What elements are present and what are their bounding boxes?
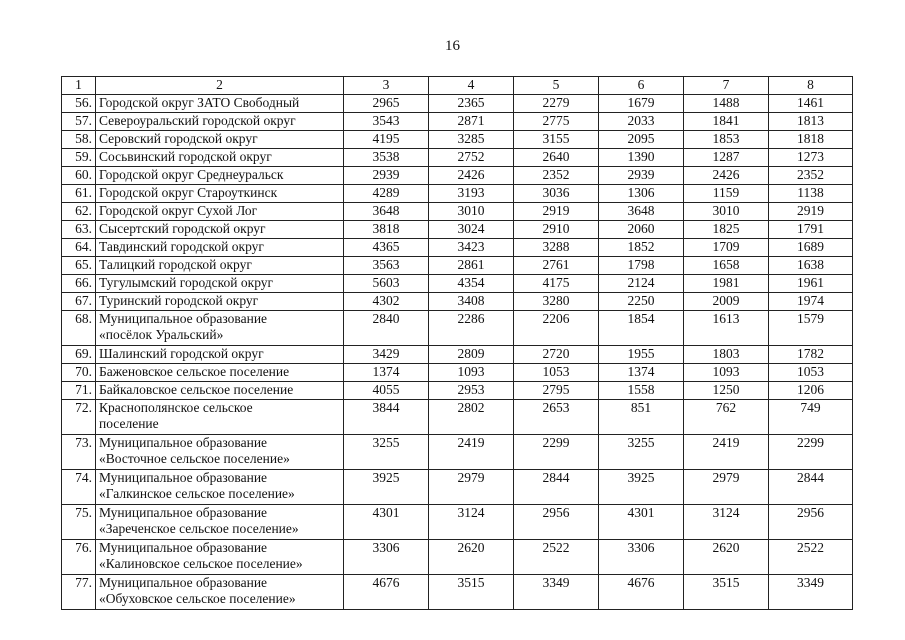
municipality-name bbox=[96, 185, 344, 203]
value-cell-col5: 3349 bbox=[514, 575, 599, 610]
municipality-name-line: Тавдинский городской округ bbox=[99, 239, 264, 254]
value-cell-col8: 2522 bbox=[769, 540, 853, 575]
value-cell-col5: 2206 bbox=[514, 311, 599, 346]
municipality-name-line: Городской округ Сухой Лог bbox=[99, 203, 258, 218]
value-cell-col3: 4302 bbox=[344, 293, 429, 311]
value-cell-col7: 3515 bbox=[684, 575, 769, 610]
row-number: 73. bbox=[62, 435, 96, 470]
table-row bbox=[62, 470, 853, 505]
municipality-name-line: Муниципальное образование bbox=[99, 435, 268, 450]
value-cell-col5: 2919 bbox=[514, 203, 599, 221]
value-cell-col7: 2419 bbox=[684, 435, 769, 470]
municipality-name bbox=[96, 167, 344, 185]
value-cell-col8: 1206 bbox=[769, 382, 853, 400]
value-cell-col4: 2809 bbox=[429, 346, 514, 364]
value-cell-col6: 3648 bbox=[599, 203, 684, 221]
value-cell-col8: 1053 bbox=[769, 364, 853, 382]
value-cell-col3: 1374 bbox=[344, 364, 429, 382]
value-cell-col6: 851 bbox=[599, 400, 684, 435]
value-cell-col8: 1818 bbox=[769, 131, 853, 149]
value-cell-col5: 2279 bbox=[514, 95, 599, 113]
table-row bbox=[62, 167, 853, 185]
value-cell-col3: 4055 bbox=[344, 382, 429, 400]
value-cell-col8: 1791 bbox=[769, 221, 853, 239]
municipality-name-line: Тугулымский городской округ bbox=[99, 275, 274, 290]
value-cell-col3: 3306 bbox=[344, 540, 429, 575]
value-cell-col3: 3818 bbox=[344, 221, 429, 239]
value-cell-col7: 1250 bbox=[684, 382, 769, 400]
value-cell-col5: 1053 bbox=[514, 364, 599, 382]
municipality-name bbox=[96, 257, 344, 275]
row-number: 63. bbox=[62, 221, 96, 239]
value-cell-col6: 1306 bbox=[599, 185, 684, 203]
value-cell-col7: 1613 bbox=[684, 311, 769, 346]
municipality-name-line: Муниципальное образование bbox=[99, 575, 268, 590]
value-cell-col6: 2095 bbox=[599, 131, 684, 149]
value-cell-col3: 3543 bbox=[344, 113, 429, 131]
row-number: 74. bbox=[62, 470, 96, 505]
value-cell-col6: 1679 bbox=[599, 95, 684, 113]
value-cell-col4: 3010 bbox=[429, 203, 514, 221]
value-cell-col4: 3408 bbox=[429, 293, 514, 311]
value-cell-col8: 1138 bbox=[769, 185, 853, 203]
value-cell-col5: 4175 bbox=[514, 275, 599, 293]
table-row bbox=[62, 203, 853, 221]
municipality-name bbox=[96, 364, 344, 382]
value-cell-col6: 3255 bbox=[599, 435, 684, 470]
table-row bbox=[62, 95, 853, 113]
value-cell-col7: 2979 bbox=[684, 470, 769, 505]
value-cell-col5: 2844 bbox=[514, 470, 599, 505]
value-cell-col4: 3024 bbox=[429, 221, 514, 239]
value-cell-col3: 4289 bbox=[344, 185, 429, 203]
value-cell-col3: 3563 bbox=[344, 257, 429, 275]
value-cell-col3: 4195 bbox=[344, 131, 429, 149]
value-cell-col6: 1798 bbox=[599, 257, 684, 275]
value-cell-col4: 2861 bbox=[429, 257, 514, 275]
table-row bbox=[62, 540, 853, 575]
row-number: 57. bbox=[62, 113, 96, 131]
value-cell-col8: 2844 bbox=[769, 470, 853, 505]
value-cell-col4: 3423 bbox=[429, 239, 514, 257]
municipality-name bbox=[96, 149, 344, 167]
row-number: 77. bbox=[62, 575, 96, 610]
value-cell-col3: 3255 bbox=[344, 435, 429, 470]
row-number: 62. bbox=[62, 203, 96, 221]
municipality-name bbox=[96, 203, 344, 221]
municipality-name-line: Туринский городской округ bbox=[99, 293, 259, 308]
value-cell-col5: 2522 bbox=[514, 540, 599, 575]
municipality-name-line: Городской округ ЗАТО Свободный bbox=[99, 95, 300, 110]
value-cell-col3: 3925 bbox=[344, 470, 429, 505]
value-cell-col8: 1974 bbox=[769, 293, 853, 311]
value-cell-col5: 2299 bbox=[514, 435, 599, 470]
column-header: 5 bbox=[514, 77, 599, 95]
municipality-name-line: «Калиновское сельское поселение» bbox=[99, 556, 303, 571]
row-number: 68. bbox=[62, 311, 96, 346]
value-cell-col7: 1287 bbox=[684, 149, 769, 167]
value-cell-col5: 2956 bbox=[514, 505, 599, 540]
value-cell-col7: 1658 bbox=[684, 257, 769, 275]
municipality-name-line: Серовский городской округ bbox=[99, 131, 258, 146]
table-row bbox=[62, 221, 853, 239]
value-cell-col7: 1825 bbox=[684, 221, 769, 239]
row-number: 75. bbox=[62, 505, 96, 540]
value-cell-col5: 2720 bbox=[514, 346, 599, 364]
municipality-name-line: «посёлок Уральский» bbox=[99, 327, 224, 342]
municipality-name-line: Краснополянское сельское bbox=[99, 400, 253, 415]
value-cell-col4: 2979 bbox=[429, 470, 514, 505]
value-cell-col7: 1093 bbox=[684, 364, 769, 382]
value-cell-col5: 2653 bbox=[514, 400, 599, 435]
value-cell-col8: 749 bbox=[769, 400, 853, 435]
value-cell-col4: 4354 bbox=[429, 275, 514, 293]
table-body bbox=[62, 95, 853, 610]
value-cell-col6: 4676 bbox=[599, 575, 684, 610]
value-cell-col6: 1854 bbox=[599, 311, 684, 346]
table-row bbox=[62, 293, 853, 311]
municipality-name bbox=[96, 113, 344, 131]
value-cell-col6: 1852 bbox=[599, 239, 684, 257]
column-header: 7 bbox=[684, 77, 769, 95]
table-row bbox=[62, 505, 853, 540]
column-header: 1 bbox=[62, 77, 96, 95]
table-row bbox=[62, 113, 853, 131]
value-cell-col3: 5603 bbox=[344, 275, 429, 293]
municipality-name bbox=[96, 435, 344, 470]
municipality-name-line: Городской округ Староуткинск bbox=[99, 185, 278, 200]
municipality-name bbox=[96, 540, 344, 575]
municipality-name bbox=[96, 275, 344, 293]
municipality-name bbox=[96, 131, 344, 149]
table-row bbox=[62, 275, 853, 293]
municipality-name-line: Североуральский городской округ bbox=[99, 113, 296, 128]
municipality-name-line: Талицкий городской округ bbox=[99, 257, 252, 272]
value-cell-col6: 1374 bbox=[599, 364, 684, 382]
table-row bbox=[62, 364, 853, 382]
value-cell-col8: 1273 bbox=[769, 149, 853, 167]
municipality-name-line: Муниципальное образование bbox=[99, 505, 268, 520]
value-cell-col7: 1981 bbox=[684, 275, 769, 293]
value-cell-col5: 3155 bbox=[514, 131, 599, 149]
municipality-name bbox=[96, 400, 344, 435]
value-cell-col4: 2802 bbox=[429, 400, 514, 435]
value-cell-col3: 3844 bbox=[344, 400, 429, 435]
value-cell-col7: 762 bbox=[684, 400, 769, 435]
value-cell-col4: 2620 bbox=[429, 540, 514, 575]
value-cell-col6: 1558 bbox=[599, 382, 684, 400]
municipality-name-line: Городской округ Среднеуральск bbox=[99, 167, 284, 182]
value-cell-col8: 1689 bbox=[769, 239, 853, 257]
row-number: 66. bbox=[62, 275, 96, 293]
municipality-name-line: Байкаловское сельское поселение bbox=[99, 382, 294, 397]
column-header: 6 bbox=[599, 77, 684, 95]
value-cell-col5: 2352 bbox=[514, 167, 599, 185]
row-number: 64. bbox=[62, 239, 96, 257]
municipality-name bbox=[96, 95, 344, 113]
municipality-name-line: Муниципальное образование bbox=[99, 470, 268, 485]
column-header: 8 bbox=[769, 77, 853, 95]
value-cell-col7: 2009 bbox=[684, 293, 769, 311]
municipality-name bbox=[96, 575, 344, 610]
municipality-name bbox=[96, 382, 344, 400]
municipality-name-line: Сосьвинский городской округ bbox=[99, 149, 272, 164]
value-cell-col5: 3280 bbox=[514, 293, 599, 311]
row-number: 72. bbox=[62, 400, 96, 435]
municipality-name-line: «Галкинское сельское поселение» bbox=[99, 486, 295, 501]
row-number: 59. bbox=[62, 149, 96, 167]
table-row bbox=[62, 311, 853, 346]
value-cell-col8: 2919 bbox=[769, 203, 853, 221]
municipality-name-line: «Зареченское сельское поселение» bbox=[99, 521, 299, 536]
value-cell-col3: 3429 bbox=[344, 346, 429, 364]
value-cell-col7: 3010 bbox=[684, 203, 769, 221]
municipality-name-line: поселение bbox=[99, 416, 159, 431]
header-row bbox=[62, 77, 853, 95]
municipality-name-line: «Обуховское сельское поселение» bbox=[99, 591, 296, 606]
value-cell-col4: 2365 bbox=[429, 95, 514, 113]
table-row bbox=[62, 239, 853, 257]
value-cell-col6: 2124 bbox=[599, 275, 684, 293]
page-number: 16 bbox=[445, 38, 460, 54]
value-cell-col3: 2965 bbox=[344, 95, 429, 113]
value-cell-col3: 4301 bbox=[344, 505, 429, 540]
row-number: 70. bbox=[62, 364, 96, 382]
table-row bbox=[62, 131, 853, 149]
municipality-name-line: Шалинский городской округ bbox=[99, 346, 264, 361]
row-number: 61. bbox=[62, 185, 96, 203]
value-cell-col4: 2419 bbox=[429, 435, 514, 470]
table-row bbox=[62, 435, 853, 470]
value-cell-col6: 1390 bbox=[599, 149, 684, 167]
value-cell-col6: 2033 bbox=[599, 113, 684, 131]
municipality-name bbox=[96, 239, 344, 257]
row-number: 60. bbox=[62, 167, 96, 185]
column-header: 3 bbox=[344, 77, 429, 95]
value-cell-col8: 1461 bbox=[769, 95, 853, 113]
table-row bbox=[62, 185, 853, 203]
value-cell-col8: 2299 bbox=[769, 435, 853, 470]
row-number: 56. bbox=[62, 95, 96, 113]
value-cell-col8: 1782 bbox=[769, 346, 853, 364]
value-cell-col7: 1803 bbox=[684, 346, 769, 364]
table-row bbox=[62, 257, 853, 275]
row-number: 65. bbox=[62, 257, 96, 275]
value-cell-col7: 2426 bbox=[684, 167, 769, 185]
value-cell-col6: 1955 bbox=[599, 346, 684, 364]
municipality-name-line: Сысертский городской округ bbox=[99, 221, 266, 236]
value-cell-col7: 1709 bbox=[684, 239, 769, 257]
value-cell-col7: 1853 bbox=[684, 131, 769, 149]
table-row bbox=[62, 149, 853, 167]
value-cell-col4: 2871 bbox=[429, 113, 514, 131]
column-header: 4 bbox=[429, 77, 514, 95]
municipality-name-line: Баженовское сельское поселение bbox=[99, 364, 290, 379]
value-cell-col4: 3124 bbox=[429, 505, 514, 540]
value-cell-col4: 2426 bbox=[429, 167, 514, 185]
row-number: 76. bbox=[62, 540, 96, 575]
table-row bbox=[62, 346, 853, 364]
municipality-name bbox=[96, 221, 344, 239]
value-cell-col4: 3285 bbox=[429, 131, 514, 149]
value-cell-col3: 4365 bbox=[344, 239, 429, 257]
table-row bbox=[62, 400, 853, 435]
value-cell-col5: 2775 bbox=[514, 113, 599, 131]
value-cell-col8: 2956 bbox=[769, 505, 853, 540]
row-number: 58. bbox=[62, 131, 96, 149]
municipality-name-line: Муниципальное образование bbox=[99, 311, 268, 326]
municipality-name-line: «Восточное сельское поселение» bbox=[99, 451, 290, 466]
value-cell-col6: 4301 bbox=[599, 505, 684, 540]
value-cell-col5: 2795 bbox=[514, 382, 599, 400]
value-cell-col8: 3349 bbox=[769, 575, 853, 610]
value-cell-col5: 2640 bbox=[514, 149, 599, 167]
value-cell-col4: 2752 bbox=[429, 149, 514, 167]
value-cell-col3: 4676 bbox=[344, 575, 429, 610]
municipality-name bbox=[96, 505, 344, 540]
value-cell-col8: 1961 bbox=[769, 275, 853, 293]
data-table bbox=[61, 76, 853, 610]
row-number: 71. bbox=[62, 382, 96, 400]
value-cell-col6: 2060 bbox=[599, 221, 684, 239]
municipality-name bbox=[96, 470, 344, 505]
value-cell-col8: 2352 bbox=[769, 167, 853, 185]
row-number: 69. bbox=[62, 346, 96, 364]
value-cell-col3: 3648 bbox=[344, 203, 429, 221]
value-cell-col6: 3925 bbox=[599, 470, 684, 505]
value-cell-col5: 2910 bbox=[514, 221, 599, 239]
row-number: 67. bbox=[62, 293, 96, 311]
value-cell-col5: 3288 bbox=[514, 239, 599, 257]
value-cell-col5: 3036 bbox=[514, 185, 599, 203]
value-cell-col7: 1488 bbox=[684, 95, 769, 113]
column-header: 2 bbox=[96, 77, 344, 95]
municipality-name bbox=[96, 293, 344, 311]
value-cell-col4: 3515 bbox=[429, 575, 514, 610]
value-cell-col3: 3538 bbox=[344, 149, 429, 167]
value-cell-col4: 1093 bbox=[429, 364, 514, 382]
value-cell-col7: 2620 bbox=[684, 540, 769, 575]
value-cell-col6: 2939 bbox=[599, 167, 684, 185]
value-cell-col7: 1159 bbox=[684, 185, 769, 203]
value-cell-col7: 3124 bbox=[684, 505, 769, 540]
value-cell-col4: 3193 bbox=[429, 185, 514, 203]
value-cell-col3: 2939 bbox=[344, 167, 429, 185]
value-cell-col5: 2761 bbox=[514, 257, 599, 275]
value-cell-col8: 1638 bbox=[769, 257, 853, 275]
value-cell-col8: 1813 bbox=[769, 113, 853, 131]
value-cell-col4: 2953 bbox=[429, 382, 514, 400]
value-cell-col8: 1579 bbox=[769, 311, 853, 346]
value-cell-col6: 3306 bbox=[599, 540, 684, 575]
municipality-name-line: Муниципальное образование bbox=[99, 540, 268, 555]
municipality-name bbox=[96, 346, 344, 364]
value-cell-col3: 2840 bbox=[344, 311, 429, 346]
table-row bbox=[62, 575, 853, 610]
value-cell-col6: 2250 bbox=[599, 293, 684, 311]
value-cell-col4: 2286 bbox=[429, 311, 514, 346]
municipality-name bbox=[96, 311, 344, 346]
value-cell-col7: 1841 bbox=[684, 113, 769, 131]
table-row bbox=[62, 382, 853, 400]
